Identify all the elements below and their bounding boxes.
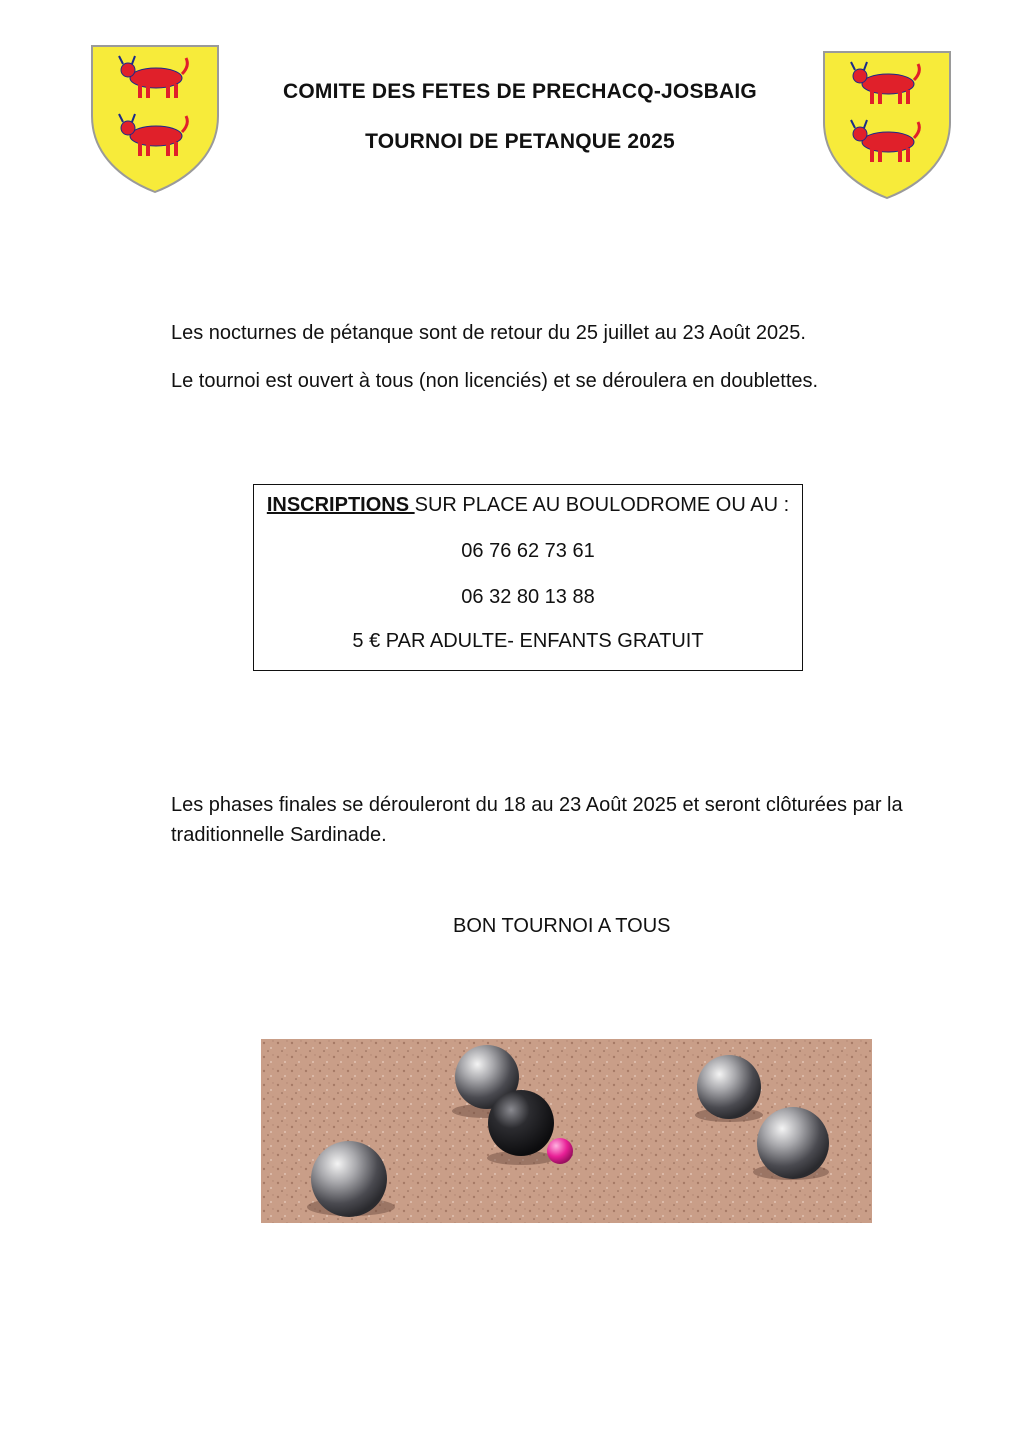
intro-paragraph: Les nocturnes de pétanque sont de retour du 25 juillet au 23 Août 2025. xyxy=(171,322,806,344)
steel-ball xyxy=(697,1055,761,1119)
jack-ball xyxy=(547,1138,573,1164)
phone-number-1: 06 76 62 73 61 xyxy=(461,540,595,562)
steel-ball xyxy=(757,1107,829,1179)
registration-label: INSCRIPTIONS xyxy=(266,494,415,516)
registration-box xyxy=(253,484,803,671)
steel-ball xyxy=(311,1141,387,1217)
page-title: COMITE DES FETES DE PRECHACQ-JOSBAIG xyxy=(283,80,757,103)
petanque-balls-photo xyxy=(261,1039,872,1223)
registration-line xyxy=(254,494,802,517)
finals-paragraph: Les phases finales se dérouleront du 18 au 23 Août 2025 et seront clôturées par la traditionnelle Sardinade. xyxy=(171,794,903,846)
page-subtitle: TOURNOI DE PETANQUE 2025 xyxy=(365,130,675,153)
coat-of-arms-left-icon xyxy=(90,44,220,194)
price-info: 5 € PAR ADULTE- ENFANTS GRATUIT xyxy=(352,630,704,652)
registration-text: SUR PLACE AU BOULODROME OU AU : xyxy=(414,494,790,516)
phone-number-2: 06 32 80 13 88 xyxy=(461,586,595,608)
dark-ball xyxy=(488,1090,554,1156)
tournament-info-paragraph: Le tournoi est ouvert à tous (non licenciés) et se déroulera en doublettes. xyxy=(171,370,819,392)
closing-message: BON TOURNOI A TOUS xyxy=(453,915,671,937)
coat-of-arms-right-icon xyxy=(822,50,952,200)
